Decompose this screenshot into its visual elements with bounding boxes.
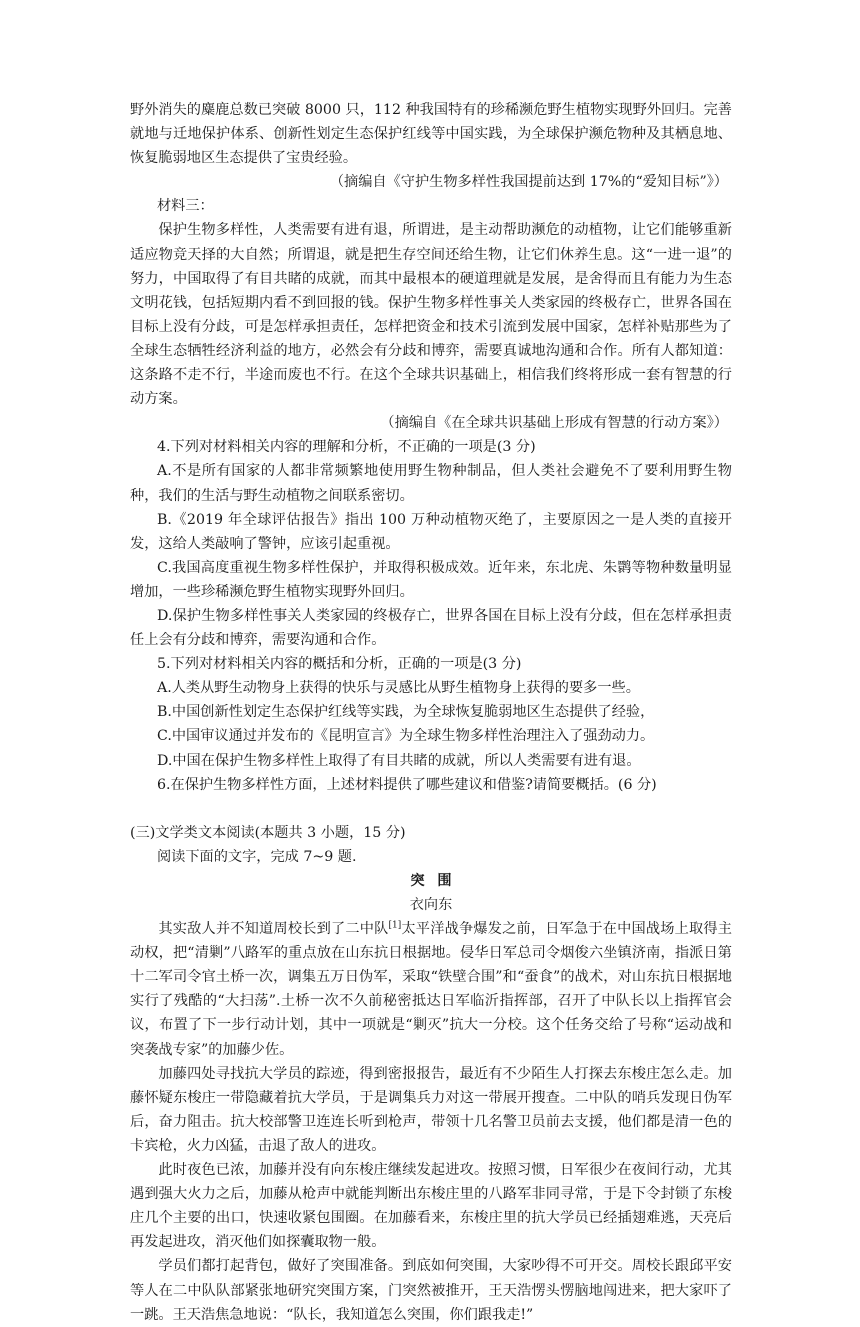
question-4-option-a: A.不是所有国家的人都非常频繁地使用野生物种制品，但人类社会避免不了要利用野生物种，我们的生活与野生动植物之间联系密切。 [130, 463, 732, 504]
story-paragraph-1 [130, 917, 732, 1062]
material3-source: （摘编自《在全球共识基础上形成有智慧的行动方案》） [380, 415, 728, 432]
question-5-option-a: A.人类从野生动物身上获得的快乐与灵感比从野生植物身上获得的要多一些。 [156, 680, 640, 697]
story-paragraph-3: 此时夜色已浓，加藤并没有向东梭庄继续发起进攻。按照习惯，日军很少在夜间行动，尤其遇到强大火力之后，加藤从枪声中就能判断出东梭庄里的八路军非同寻常，于是下令封锁了东梭庄几个主要的出口，快速收紧包围圈。在加藤看来，东梭庄里的抗大学员已经插翅难逃，天亮后再发起进攻，消灭他们如探囊取物一般。 [130, 1162, 732, 1251]
story-paragraph-4: 学员们都打起背包，做好了突围准备。到底如何突围，大家吵得不可开交。周校长跟邱平安等人在二中队队部紧张地研究突围方案，门突然被推开，王天浩愣头愣脑地闯进来，把大家吓了一跳。王天浩焦急地说：“队长，我知道怎么突围，你们跟我走!” [130, 1258, 732, 1323]
material3-label: 材料三： [156, 198, 214, 215]
story-paragraph-2: 加藤四处寻找抗大学员的踪迹，得到密报报告，最近有不少陌生人打探去东梭庄怎么走。加藤怀疑东梭庄一带隐藏着抗大学员，于是调集兵力对这一带展开搜查。二中队的哨兵发现日伪军后，奋力阻击。抗大校部警卫连连长听到枪声，带领十几名警卫员前去支援，他们都是清一色的卡宾枪，火力凶猛，击退了敌人的进攻。 [130, 1065, 732, 1154]
question-6: 6.在保护生物多样性方面，上述材料提供了哪些建议和借鉴?请简要概括。(6 分) [156, 776, 657, 793]
question-5-stem: 5.下列对材料相关内容的概括和分析，正确的一项是(3 分) [156, 656, 522, 673]
question-5-option-c: C.中国审议通过并发布的《昆明宣言》为全球生物多样性治理注入了强劲动力。 [156, 728, 655, 745]
blank-line [130, 797, 732, 821]
story-p1-text-a: 其实敌人并不知道周校长到了二中队 [158, 921, 389, 938]
question-5-option-d: D.中国在保护生物多样性上取得了有目共睹的成就，所以人类需要有进有退。 [156, 752, 641, 769]
section-3-header: (三)文学类文本阅读(本题共 3 小题，15 分) [130, 824, 406, 841]
story-title: 突围 [410, 872, 465, 889]
question-4-option-b: B.《2019 年全球评估报告》指出 100 万种动植物灭绝了，主要原因之一是人类的直接开发，这给人类敲响了警钟，应该引起重视。 [130, 511, 732, 552]
question-4-stem: 4.下列对材料相关内容的理解和分析，不正确的一项是(3 分) [156, 439, 536, 456]
question-5-option-b: B.中国创新性划定生态保护红线等实践，为全球恢复脆弱地区生态提供了经验， [156, 704, 655, 721]
question-4-option-c: C.我国高度重视生物多样性保护，并取得积极成效。近年来，东北虎、朱鹮等物种数量明显增加，一些珍稀濒危野生植物实现野外回归。 [130, 559, 732, 600]
story-author: 衣向东 [409, 897, 453, 913]
story-p1-text-b: 太平洋战争爆发之前，日军急于在中国战场上取得主动权，把“清剿”八路军的重点放在山东抗日根据地。侵华日军总司令烟俊六坐镇济南，指派日第十二军司令官土桥一次，调集五万日伪军，采取“铁壁合围”和“蚕食”的战术，对山东抗日根据地实行了残酷的“大扫荡”.土桥一次不久前秘密抵达日军临沂指挥部，召开了中队长以上指挥官会议，布置了下一步行动计划，其中一项就是“剿灭”抗大一分校。这个任务交给了号称“运动战和突袭战专家”的加藤少佐。 [130, 921, 732, 1058]
material2-tail-paragraph: 野外消失的麋鹿总数已突破 8000 只，112 种我国特有的珍稀濒危野生植物实现野外回归。完善就地与迁地保护体系、创新性划定生态保护红线等中国实践，为全球保护濒危物种及其栖息地、恢复脆弱地区生态提供了宝贵经验。 [130, 102, 732, 167]
section-3-instruction: 阅读下面的文字，完成 7~9 题. [156, 848, 357, 865]
material3-body: 保护生物多样性，人类需要有进有退，所谓进，是主动帮助濒危的动植物，让它们能够重新适应物竞天择的大自然；所谓退，就是把生存空间还给生物，让它们休养生息。这“一进一退”的努力，中国取得了有目共睹的成就，而其中最根本的硬道理就是发展，是舍得而且有能力为生态文明花钱，包括短期内看不到回报的钱。保护生物多样性事关人类家园的终极存亡，世界各国在目标上没有分歧，可是怎样承担责任，怎样把资金和技术引流到发展中国家，怎样补贴那些为了全球生态牺牲经济利益的地方，必然会有分歧和博弈，需要真诚地沟通和合作。所有人都知道：这条路不走不行，半途而废也不行。在这个全球共识基础上，相信我们终将形成一套有智慧的行动方案。 [130, 222, 732, 408]
question-4-option-d: D.保护生物多样性事关人类家园的终极存亡，世界各国在目标上没有分歧，但在怎样承担责任上会有分歧和博弈，需要沟通和合作。 [130, 607, 732, 649]
footnote-marker: [1] [388, 920, 402, 931]
material2-source: （摘编自《守护生物多样性我国提前达到 17%的“爱知目标”》） [329, 174, 728, 191]
